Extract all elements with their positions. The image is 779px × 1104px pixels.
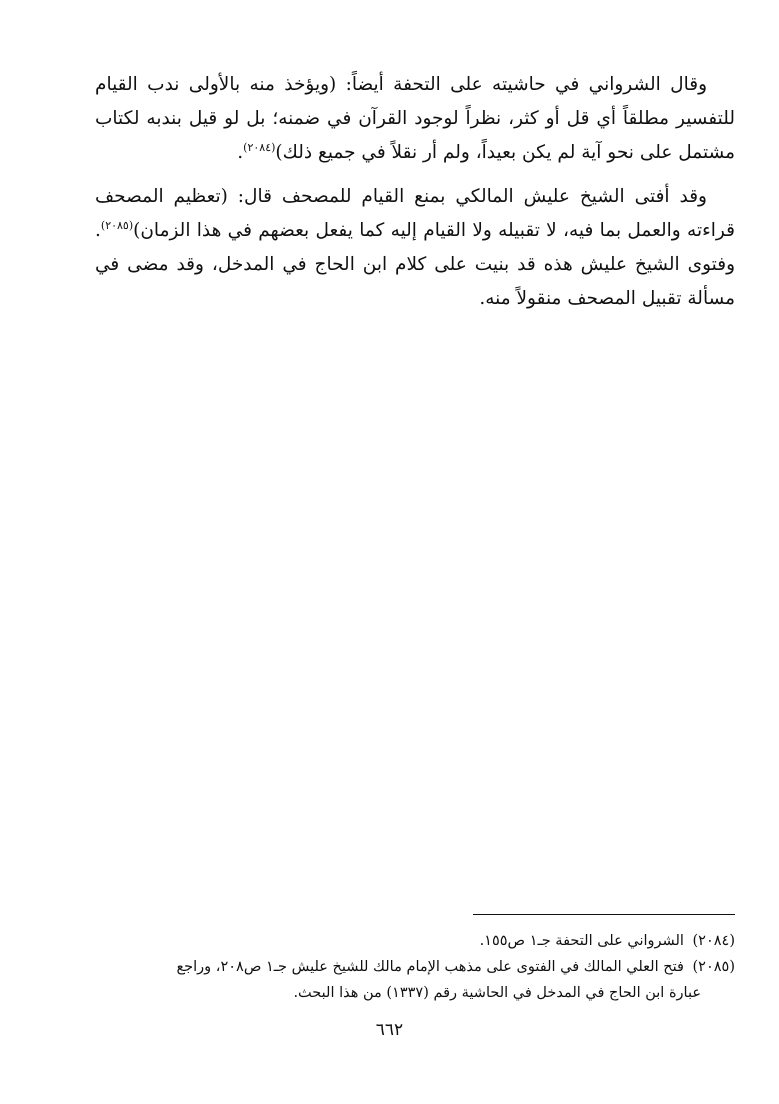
footnote-2085 <box>95 954 735 1006</box>
footnote-number: (٢٠٨٥) <box>692 959 735 975</box>
footnote-text: فتح العلي المالك في الفتوى على مذهب الإمام مالك للشيخ عليش جـ١ ص٢٠٨، وراجع <box>176 959 684 975</box>
footnote-reference: (٢٠٨٤) <box>243 140 276 154</box>
main-text <box>95 68 735 326</box>
paragraph-text: وقد أفتى الشيخ عليش المالكي بمنع القيام للمصحف قال: (تعظيم المصحف قراءته والعمل بما فيه، لا تقبيله ولا القيام إليه كما يفعل بعضهم في هذا الزمان) <box>95 186 735 241</box>
paragraph-tail: . وفتوى الشيخ عليش هذه قد بنيت على كلام ابن الحاج في المدخل، وقد مضى في مسألة تقبيل المصحف منقولاً منه. <box>95 220 735 309</box>
footnote-2084 <box>95 928 735 954</box>
footnote-number: (٢٠٨٤) <box>692 933 735 949</box>
footnote-continuation: عبارة ابن الحاج في المدخل في الحاشية رقم (١٣٣٧) من هذا البحث. <box>293 985 701 1001</box>
page-number: ٦٦٢ <box>375 1020 404 1040</box>
paragraph-tail: . <box>237 142 244 163</box>
paragraph-shirwani <box>95 68 735 170</box>
footnotes <box>95 928 735 1006</box>
paragraph-ulaysh <box>95 180 735 316</box>
footnote-text: الشرواني على التحفة جـ١ ص١٥٥. <box>479 933 684 949</box>
footnote-separator <box>473 914 735 915</box>
footnote-reference: (٢٠٨٥) <box>100 218 134 232</box>
paragraph-text: وقال الشرواني في حاشيته على التحفة أيضاً: (ويؤخذ منه بالأولى ندب القيام للتفسير مطلقاً أي قل أو كثر، نظراً لوجود القرآن في ضمنه؛ بل لو قيل بندبه لكتاب مشتمل على نحو آية لم يكن بعيداً، ولم أر نقلاً في جميع ذلك) <box>95 74 735 163</box>
